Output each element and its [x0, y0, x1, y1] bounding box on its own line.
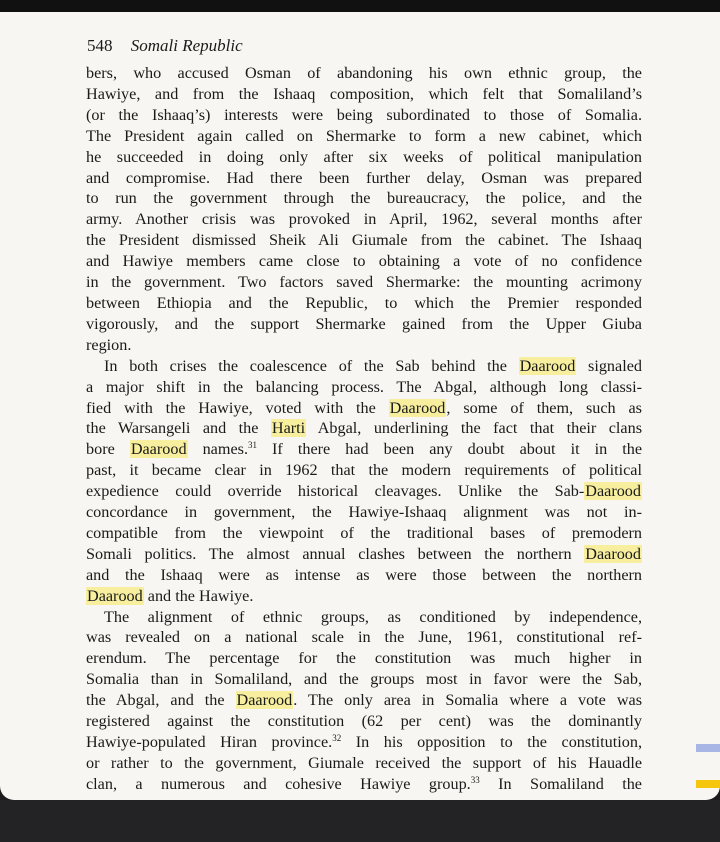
yellow-annotation-marker[interactable]: [696, 780, 720, 788]
text-run: clan, a numerous and cohesive Hawiye group.: [86, 774, 471, 793]
text-run: Hawiye-populated Hiran province.: [86, 733, 333, 751]
text-line: [86, 335, 642, 356]
text-run: between Ethiopia and the Republic, to which the Premier responded: [86, 293, 642, 312]
text-run: to run the government through the bureaucracy, the police, and the: [86, 189, 642, 208]
text-line: [86, 209, 642, 230]
text-run: concordance in government, the Hawiye-Ishaaq alignment was not in-: [86, 503, 642, 522]
text-line: [86, 147, 642, 168]
text-line: [86, 732, 642, 753]
highlighted-word[interactable]: Daarood: [585, 482, 641, 501]
text-line: [86, 126, 642, 147]
text-line: [86, 418, 642, 439]
text-run: the President dismissed Sheik Ali Giumale from the cabinet. The Ishaaq: [86, 231, 642, 250]
footnote-ref[interactable]: 32: [332, 733, 342, 743]
text-run: signaled: [576, 356, 642, 375]
highlighted-word[interactable]: Daarood: [585, 544, 641, 563]
text-line: [86, 84, 642, 105]
text-line: [86, 251, 642, 272]
page-number: 548: [87, 36, 113, 55]
text-run: and the Ishaaq were as intense as were those between the northern: [86, 565, 642, 584]
text-run: . The only area in Somalia where a vote was: [293, 691, 643, 710]
highlighted-word[interactable]: Daarood: [236, 691, 293, 710]
text-run: Abgal, underlining the fact that their clans: [306, 419, 642, 438]
text-line: [86, 648, 642, 669]
body-text[interactable]: [86, 63, 642, 795]
text-line: [86, 188, 642, 209]
text-run: In both crises the coalescence of the Sab behind the: [104, 356, 519, 375]
text-line: [86, 398, 642, 419]
text-run: In Somaliland the: [479, 774, 642, 793]
text-run: or rather to the government, Giumale received the support of his Hauadle: [86, 753, 642, 772]
text-line: [86, 607, 642, 628]
text-run: was revealed on a national scale in the June, 1961, constitutional ref-: [86, 628, 642, 647]
text-run: fied with the Hawiye, voted with the: [86, 398, 389, 417]
highlighted-word[interactable]: Daarood: [87, 586, 143, 605]
text-run: The alignment of ethnic groups, as conditioned by independence,: [104, 607, 642, 626]
footnote-ref[interactable]: 33: [470, 774, 480, 785]
text-line: [86, 377, 642, 398]
text-run: registered against the constitution (62 per cent) was the dominantly: [86, 712, 642, 731]
text-run: past, it became clear in 1962 that the modern requirements of political: [86, 461, 642, 480]
text-run: The President again called on Shermarke to form a new cabinet, which: [86, 126, 642, 145]
text-line: [86, 586, 642, 607]
text-line: [86, 690, 642, 711]
text-run: Somali politics. The almost annual clashes between the northern: [86, 544, 585, 563]
text-line: [86, 711, 642, 732]
text-run: If there had been any doubt about it in the: [257, 440, 643, 459]
text-run: in the government. Two factors saved Shermarke: the mounting acrimony: [86, 273, 642, 292]
text-line: [86, 293, 642, 314]
text-run: region.: [86, 335, 132, 354]
text-run: erendum. The percentage for the constitution was much higher in: [86, 649, 642, 668]
text-line: [86, 669, 642, 690]
text-line: [86, 314, 642, 335]
running-head: [87, 36, 243, 56]
text-run: In his opposition to the constitution,: [341, 733, 642, 751]
text-run: a major shift in the balancing process. The Abgal, although long classi-: [86, 377, 642, 396]
text-run: bers, who accused Osman of abandoning his own ethnic group, the: [86, 64, 642, 82]
text-run: he succeeded in doing only after six weeks of political manipulation: [86, 147, 642, 166]
text-run: , some of them, such as: [446, 398, 642, 417]
text-line: [86, 272, 642, 293]
text-run: (or the Ishaaq’s) interests were being subordinated to those of Somalia.: [86, 105, 642, 124]
text-line: [86, 565, 642, 586]
text-run: names.: [187, 440, 248, 459]
text-run: the Abgal, and the: [86, 691, 236, 710]
text-run: vigorously, and the support Shermarke gained from the Upper Giuba: [86, 314, 642, 333]
highlighted-word[interactable]: Daarood: [389, 398, 446, 417]
text-run: compatible from the viewpoint of the traditional bases of premodern: [86, 523, 642, 542]
text-run: and Hawiye members came close to obtaining a vote of no confidence: [86, 252, 642, 271]
text-line: [86, 356, 642, 377]
bottom-area: [0, 800, 720, 842]
highlighted-word[interactable]: Daarood: [130, 440, 187, 459]
text-line: [86, 481, 642, 502]
text-line: [86, 168, 642, 189]
footnote-ref[interactable]: 31: [248, 440, 257, 451]
text-run: army. Another crisis was provoked in April, 1962, several months after: [86, 210, 642, 229]
text-line: [86, 523, 642, 544]
text-run: the Warsangeli and the: [86, 419, 271, 438]
text-run: Hawiye, and from the Ishaaq composition, which felt that Somaliland’s: [86, 84, 642, 103]
highlighted-word[interactable]: Daarood: [519, 356, 576, 375]
document-page[interactable]: [0, 12, 720, 800]
highlighted-word[interactable]: Harti: [271, 419, 306, 438]
text-line: [86, 230, 642, 251]
text-line: [86, 774, 642, 795]
text-run: bore: [86, 440, 130, 459]
text-line: [86, 439, 642, 460]
text-run: and the Hawiye.: [143, 586, 254, 605]
text-line: [86, 63, 642, 84]
text-run: Somalia than in Somaliland, and the groups most in favor were the Sab,: [86, 670, 642, 689]
book-title: Somali Republic: [130, 36, 243, 55]
text-line: [86, 544, 642, 565]
text-line: [86, 753, 642, 774]
text-line: [86, 105, 642, 126]
text-line: [86, 460, 642, 481]
text-line: [86, 627, 642, 648]
top-bar: [0, 0, 720, 12]
text-line: [86, 502, 642, 523]
text-run: expedience could override historical cleavages. Unlike the Sab-: [86, 482, 585, 501]
text-run: and compromise. Had there been further delay, Osman was prepared: [86, 168, 642, 187]
blue-annotation-marker[interactable]: [696, 744, 720, 752]
